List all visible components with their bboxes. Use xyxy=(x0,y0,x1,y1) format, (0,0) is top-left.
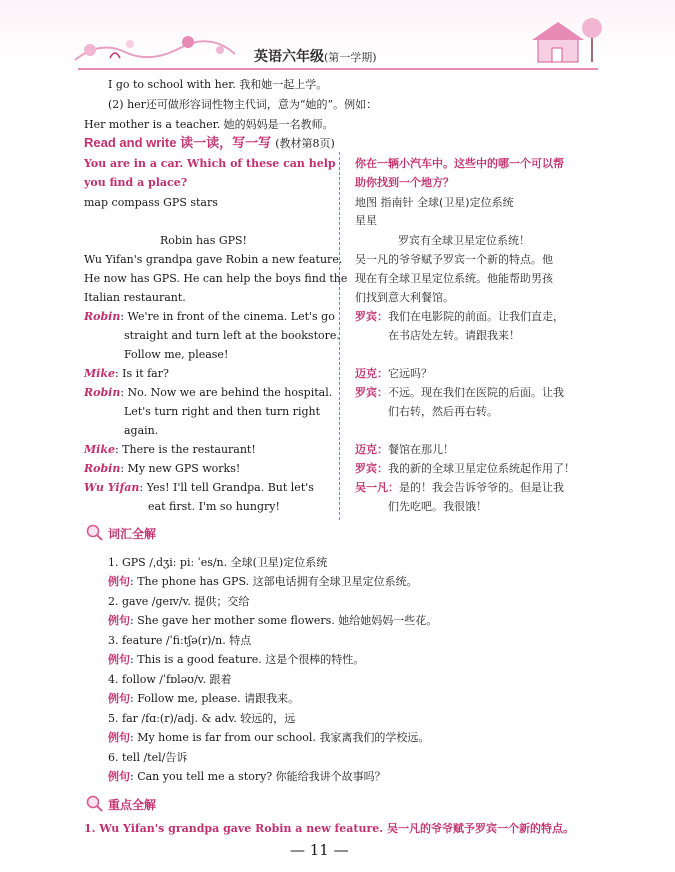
vocab-word: 2. gave /ɡeɪv/v. 提供；交给 xyxy=(108,595,250,608)
page-header-title: 英语六年级(第一学期) xyxy=(254,49,377,65)
intro-line-1: I go to school with her. 我和她一起上学。 xyxy=(108,78,328,91)
key-point-item: 1. Wu Yifan's grandpa gave Robin a new feature. 吴一凡的爷爷赋予罗宾一个新的特点。 xyxy=(84,822,574,835)
dialogue-line: Robin: My new GPS works! xyxy=(84,462,241,475)
translation-line: 现在有全球卫星定位系统。他能帮助男孩 xyxy=(355,272,553,285)
translation-dialogue-line: 罗宾：我的新的全球卫星定位系统起作用了！ xyxy=(355,462,575,475)
options-translation: 地图 指南针 全球(卫星)定位系统 xyxy=(355,196,514,209)
translation-line: 们找到意大利餐馆。 xyxy=(355,291,454,304)
vocab-example: 例句: The phone has GPS. 这部电话拥有全球卫星定位系统。 xyxy=(108,575,418,588)
magnifier-icon xyxy=(86,795,104,813)
vocab-example: 例句: She gave her mother some flowers. 她给她妈妈一些花。 xyxy=(108,614,438,627)
header-divider xyxy=(78,68,598,70)
vocab-word: 3. feature /ˈfiːtʃə(r)/n. 特点 xyxy=(108,634,252,647)
magnifier-icon xyxy=(86,524,104,542)
question-translation-1: 你在一辆小汽车中。这些中的哪一个可以帮 xyxy=(355,157,564,170)
intro-line-2: (2) her还可做形容词性物主代词，意为“她的”。例如： xyxy=(108,98,378,111)
translation-dialogue-line: 吴一凡：是的！我会告诉爷爷的。但是让我 xyxy=(355,481,564,494)
dialogue-line: Follow me, please! xyxy=(124,348,229,361)
options-translation-2: 星星 xyxy=(355,214,377,227)
options-list: map compass GPS stars xyxy=(84,196,218,209)
dialogue-line: Robin: No. Now we are behind the hospital. xyxy=(84,386,333,399)
dialogue-line: eat first. I'm so hungry! xyxy=(148,500,280,513)
vocab-word: 6. tell /tel/告诉 xyxy=(108,751,188,764)
vocab-word: 1. GPS /ˌdʒiː piː ˈes/n. 全球(卫星)定位系统 xyxy=(108,556,328,569)
question-line-1: You are in a car. Which of these can help xyxy=(84,157,336,170)
story-paragraph-line: He now has GPS. He can help the boys find the xyxy=(84,272,348,285)
decorative-house-icon xyxy=(520,10,610,68)
vocab-word: 5. far /fɑː(r)/adj. & adv. 较远的，远 xyxy=(108,712,296,725)
translation-dialogue-line: 罗宾：不远。现在我们在医院的后面。让我 xyxy=(355,386,564,399)
dialogue-line: Wu Yifan: Yes! I'll tell Grandpa. But let's xyxy=(84,481,314,494)
translation-dialogue-line: 们右转，然后再右转。 xyxy=(388,405,498,418)
decorative-vine-icon xyxy=(70,30,240,66)
question-translation-2: 助你找到一个地方？ xyxy=(355,176,454,189)
vocab-example: 例句: This is a good feature. 这是个很棒的特性。 xyxy=(108,653,365,666)
translation-line: 吴一凡的爷爷赋予罗宾一个新的特点。他 xyxy=(355,253,553,266)
dialogue-line: Robin: We're in front of the cinema. Let's go xyxy=(84,310,335,323)
dialogue-line: Mike: Is it far? xyxy=(84,367,169,380)
translation-dialogue-line: 在书店处左转。请跟我来！ xyxy=(388,329,520,342)
dialogue-line: Mike: There is the restaurant! xyxy=(84,443,256,456)
question-line-2: you find a place? xyxy=(84,176,188,189)
story-title-translation: 罗宾有全球卫星定位系统！ xyxy=(398,234,530,247)
dialogue-line: straight and turn left at the bookstore. xyxy=(124,329,340,342)
intro-line-3: Her mother is a teacher. 她的妈妈是一名教师。 xyxy=(84,118,334,131)
translation-dialogue-line: 迈克：它远吗？ xyxy=(355,367,432,380)
vocab-heading: 词汇全解 xyxy=(86,524,156,542)
section-title: Read and write 读一读，写一写 (教材第8页) xyxy=(84,135,335,150)
vocab-example: 例句: Follow me, please. 请跟我来。 xyxy=(108,692,300,705)
story-paragraph-line: Italian restaurant. xyxy=(84,291,186,304)
translation-dialogue-line: 们先吃吧。我很饿！ xyxy=(388,500,487,513)
key-points-heading: 重点全解 xyxy=(86,795,156,813)
vocab-example: 例句: My home is far from our school. 我家离我们的学校远。 xyxy=(108,731,430,744)
story-paragraph-line: Wu Yifan's grandpa gave Robin a new feature. xyxy=(84,253,343,266)
translation-dialogue-line: 迈克：餐馆在那儿！ xyxy=(355,443,454,456)
vocab-example: 例句: Can you tell me a story? 你能给我讲个故事吗？ xyxy=(108,770,386,783)
page-number: — 11 — xyxy=(290,841,349,859)
vocab-word: 4. follow /ˈfɒləʊ/v. 跟着 xyxy=(108,673,232,686)
dialogue-line: again. xyxy=(124,424,159,437)
dialogue-line: Let's turn right and then turn right xyxy=(124,405,321,418)
translation-dialogue-line: 罗宾：我们在电影院的前面。让我们直走， xyxy=(355,310,564,323)
story-title: Robin has GPS! xyxy=(160,234,247,247)
